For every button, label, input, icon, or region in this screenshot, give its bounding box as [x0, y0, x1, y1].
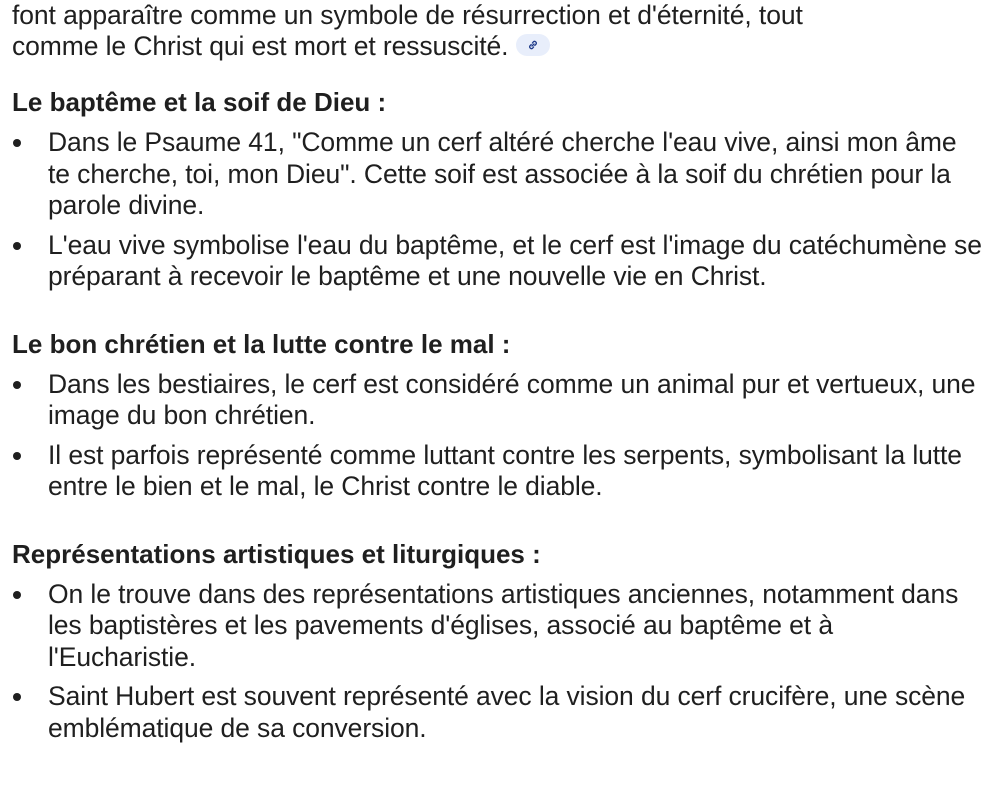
- section-list-bapteme: [12, 127, 982, 293]
- section-heading-bon-chretien: Le bon chrétien et la lutte contre le mal :: [12, 328, 511, 359]
- bullet-icon: [13, 452, 21, 460]
- bullet-icon: [13, 381, 21, 389]
- list-item: Il est parfois représenté comme luttant contre les serpents, symbolisant la lutte entre le bien et le mal, le Christ contre le diable.: [12, 440, 982, 503]
- list-item: On le trouve dans des représentations artistiques anciennes, notamment dans les baptistères et les pavements d'églises, associé au baptême et à l'Eucharistie.: [12, 579, 982, 674]
- intro-line-2: comme le Christ qui est mort et ressuscité.: [12, 31, 509, 61]
- section-list-bon-chretien: [12, 369, 982, 503]
- list-item: L'eau vive symbolise l'eau du baptême, et le cerf est l'image du catéchumène se préparant à recevoir le baptême et une nouvelle vie en Christ.: [12, 230, 982, 293]
- bullet-icon: [13, 242, 21, 250]
- response-content: [12, 0, 982, 744]
- bullet-icon: [13, 591, 21, 599]
- section-heading-bapteme: Le baptême et la soif de Dieu :: [12, 87, 387, 117]
- bullet-icon: [13, 139, 21, 147]
- list-item: Saint Hubert est souvent représenté avec la vision du cerf crucifère, une scène emblématique de sa conversion.: [12, 681, 982, 744]
- section-list-representations: [12, 579, 982, 745]
- list-item: Dans les bestiaires, le cerf est considéré comme un animal pur et vertueux, une image du bon chrétien.: [12, 369, 982, 432]
- source-link-chip[interactable]: [516, 34, 550, 56]
- section-heading-representations: Représentations artistiques et liturgiques :: [12, 538, 541, 569]
- intro-paragraph: [12, 0, 982, 62]
- bullet-icon: [13, 693, 21, 701]
- link-icon: [527, 39, 539, 51]
- list-item: Dans le Psaume 41, "Comme un cerf altéré cherche l'eau vive, ainsi mon âme te cherche, toi, mon Dieu". Cette soif est associée à la soif du chrétien pour la parole divine.: [12, 127, 982, 222]
- intro-line-1: font apparaître comme un symbole de résurrection et d'éternité, tout: [12, 0, 803, 30]
